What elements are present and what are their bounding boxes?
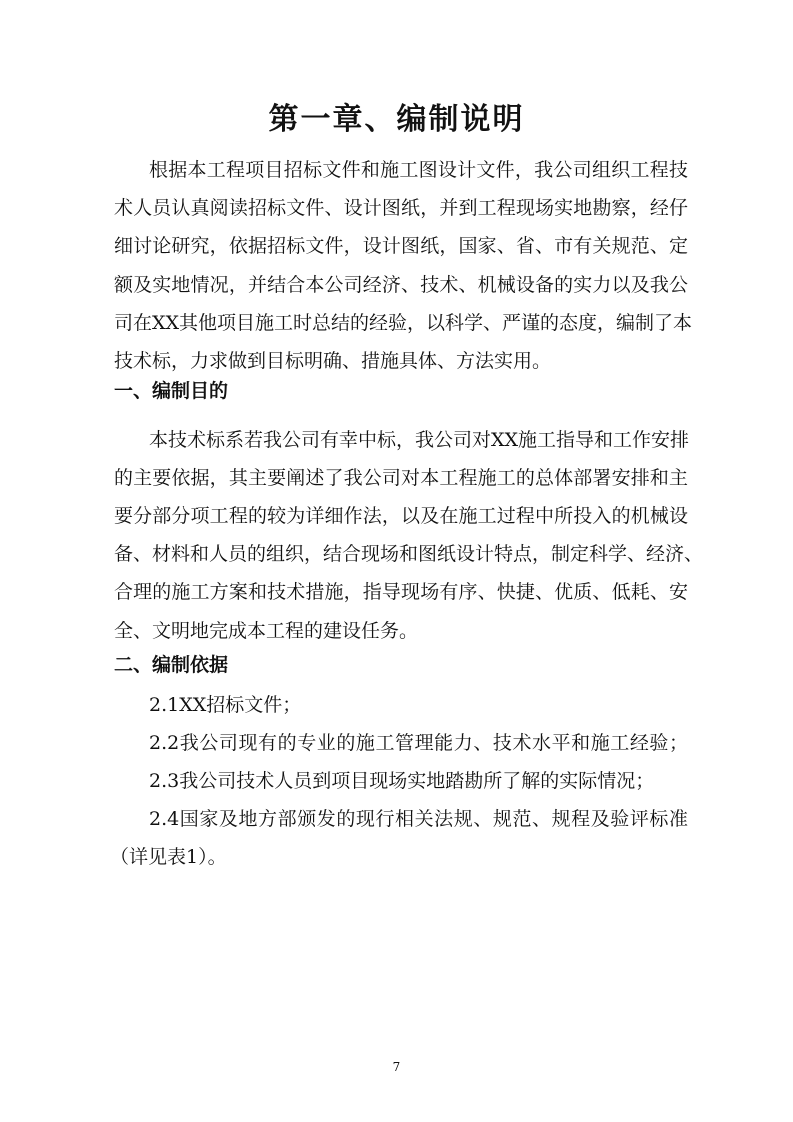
intro-line: 司在XX其他项目施工时总结的经验，以科学、严谨的态度，编制了本 xyxy=(114,312,693,334)
basis-item: 2.4国家及地方部颁发的现行相关法规、规范、规程及验评标准 xyxy=(149,808,688,830)
purpose-line: 备、材料和人员的组织，结合现场和图纸设计特点，制定科学、经济、 xyxy=(114,543,704,565)
basis-item: 2.2我公司现有的专业的施工管理能力、技术水平和施工经验； xyxy=(149,732,688,754)
basis-item: 2.1XX招标文件； xyxy=(149,694,302,716)
intro-line: 技术标，力求做到目标明确、措施具体、方法实用。 xyxy=(114,350,552,372)
section-heading-basis: 二、编制依据 xyxy=(114,654,229,676)
purpose-line: 本技术标系若我公司有幸中标，我公司对XX施工指导和工作安排 xyxy=(149,429,690,451)
purpose-line: 全、文明地完成本工程的建设任务。 xyxy=(114,620,419,642)
section-heading-purpose: 一、编制目的 xyxy=(114,380,229,402)
purpose-line: 的主要依据，其主要阐述了我公司对本工程施工的总体部署安排和主 xyxy=(114,467,688,489)
purpose-line: 合理的施工方案和技术措施，指导现场有序、快捷、优质、低耗、安 xyxy=(114,581,688,603)
basis-item: 2.3我公司技术人员到项目现场实地踏勘所了解的实际情况； xyxy=(149,770,655,792)
page-number: 7 xyxy=(392,1060,401,1074)
purpose-line: 要分部分项工程的较为详细作法，以及在施工过程中所投入的机械设 xyxy=(114,505,688,527)
intro-line: 细讨论研究，依据招标文件，设计图纸，国家、省、市有关规范、定 xyxy=(114,235,688,257)
intro-line: 术人员认真阅读招标文件、设计图纸，并到工程现场实地勘察，经仔 xyxy=(114,197,688,219)
intro-line: 根据本工程项目招标文件和施工图设计文件，我公司组织工程技 xyxy=(149,159,688,181)
basis-item-continuation: （详见表1）。 xyxy=(110,846,227,868)
chapter-title: 第一章、编制说明 xyxy=(268,102,525,137)
intro-line: 额及实地情况，并结合本公司经济、技术、机械设备的实力以及我公 xyxy=(114,274,688,296)
